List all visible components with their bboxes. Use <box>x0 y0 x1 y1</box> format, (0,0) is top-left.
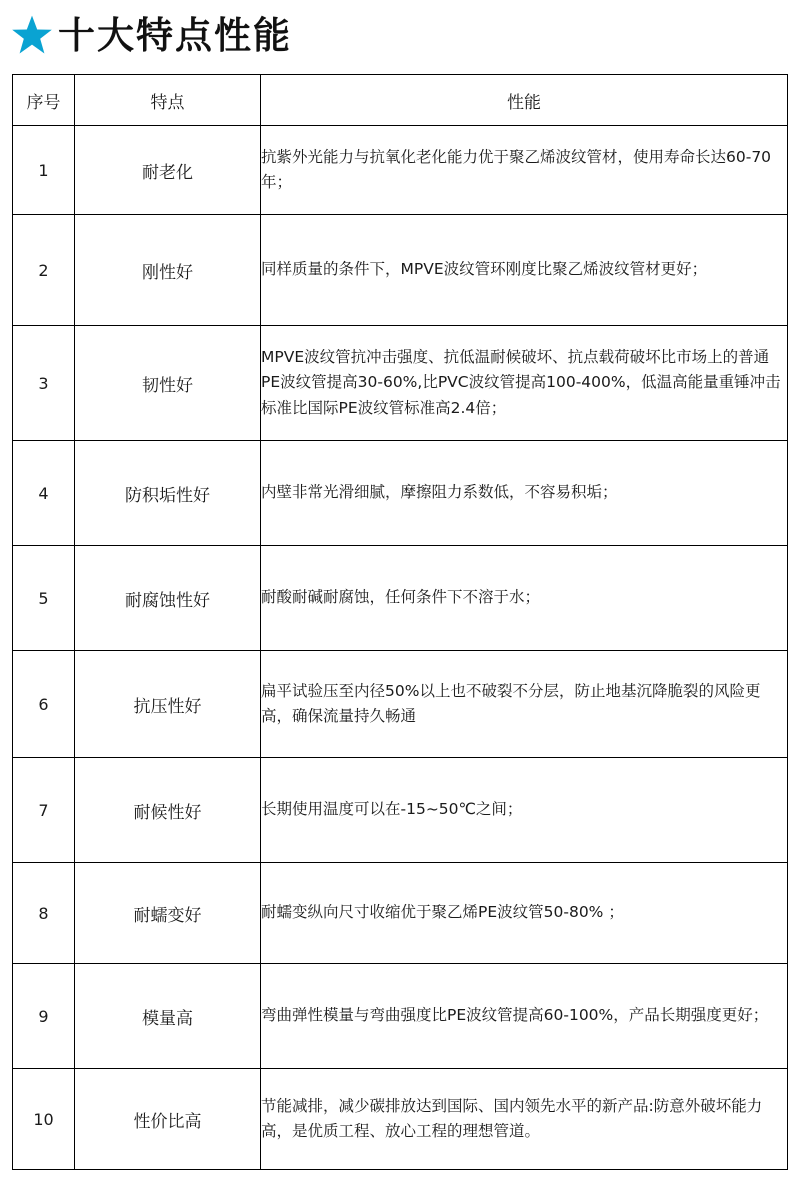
column-header-performance: 性能 <box>261 75 788 126</box>
row-feature: 性价比高 <box>75 1069 261 1170</box>
row-number: 8 <box>13 863 75 964</box>
table-row <box>13 326 788 441</box>
star-icon <box>10 13 54 57</box>
row-feature: 耐候性好 <box>75 758 261 863</box>
row-feature: 耐腐蚀性好 <box>75 546 261 651</box>
column-header-no: 序号 <box>13 75 75 126</box>
row-performance: 耐酸耐碱耐腐蚀，任何条件下不溶于水； <box>261 546 788 651</box>
table-body <box>13 126 788 1170</box>
row-number: 9 <box>13 964 75 1069</box>
row-number: 6 <box>13 651 75 758</box>
row-feature: 耐老化 <box>75 126 261 215</box>
table-row <box>13 126 788 215</box>
row-number: 5 <box>13 546 75 651</box>
page-title-row <box>0 0 800 62</box>
table-row <box>13 215 788 326</box>
row-performance: 耐蠕变纵向尺寸收缩优于聚乙烯PE波纹管50-80% ； <box>261 863 788 964</box>
row-performance: 节能减排，减少碳排放达到国际、国内领先水平的新产品:防意外破坏能力高，是优质工程、放心工程的理想管道。 <box>261 1069 788 1170</box>
row-number: 10 <box>13 1069 75 1170</box>
page-title: 十大特点性能 <box>58 13 292 57</box>
row-number: 7 <box>13 758 75 863</box>
row-performance: 同样质量的条件下，MPVE波纹管环刚度比聚乙烯波纹管材更好； <box>261 215 788 326</box>
row-performance: 长期使用温度可以在-15~50℃之间； <box>261 758 788 863</box>
row-performance: MPVE波纹管抗冲击强度、抗低温耐候破坏、抗点载荷破坏比市场上的普通PE波纹管提高30-60%,比PVC波纹管提高100-400%，低温高能量重锤冲击标准比国际PE波纹管标准高2.4倍； <box>261 326 788 441</box>
row-performance: 扁平试验压至内径50%以上也不破裂不分层，防止地基沉降脆裂的风险更高，确保流量持久畅通 <box>261 651 788 758</box>
row-feature: 抗压性好 <box>75 651 261 758</box>
table-row <box>13 1069 788 1170</box>
row-performance: 抗紫外光能力与抗氧化老化能力优于聚乙烯波纹管材，使用寿命长达60-70年； <box>261 126 788 215</box>
row-feature: 模量高 <box>75 964 261 1069</box>
table-row <box>13 758 788 863</box>
row-number: 2 <box>13 215 75 326</box>
row-number: 4 <box>13 441 75 546</box>
row-feature: 防积垢性好 <box>75 441 261 546</box>
row-performance: 弯曲弹性模量与弯曲强度比PE波纹管提高60-100%，产品长期强度更好； <box>261 964 788 1069</box>
row-feature: 耐蠕变好 <box>75 863 261 964</box>
table-header <box>13 75 788 126</box>
row-performance: 内壁非常光滑细腻，摩擦阻力系数低，不容易积垢； <box>261 441 788 546</box>
row-feature: 刚性好 <box>75 215 261 326</box>
features-table <box>12 74 788 1170</box>
row-number: 3 <box>13 326 75 441</box>
table-row <box>13 964 788 1069</box>
table-header-row <box>13 75 788 126</box>
table-row <box>13 546 788 651</box>
table-row <box>13 863 788 964</box>
table-row <box>13 651 788 758</box>
row-number: 1 <box>13 126 75 215</box>
column-header-feature: 特点 <box>75 75 261 126</box>
row-feature: 韧性好 <box>75 326 261 441</box>
table-row <box>13 441 788 546</box>
